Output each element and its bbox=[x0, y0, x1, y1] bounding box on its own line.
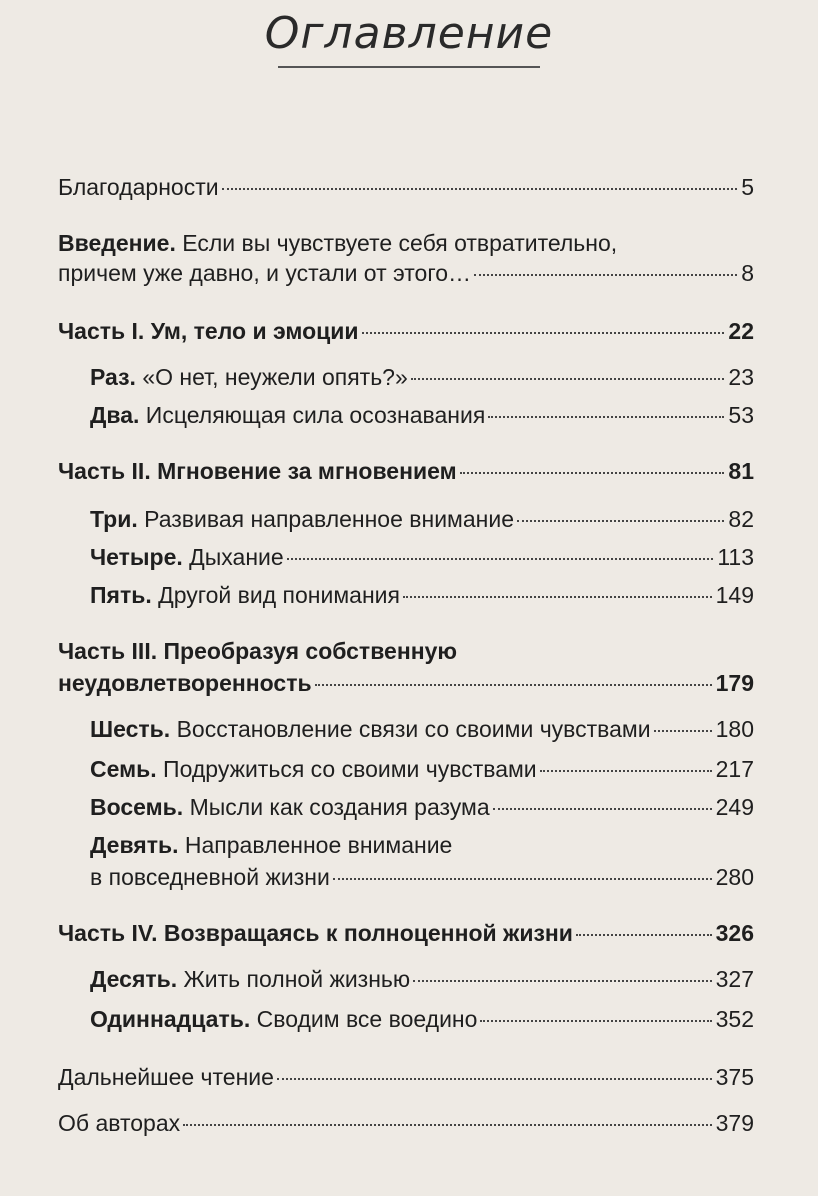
toc-page-number: 5 bbox=[741, 174, 754, 200]
toc-page-number: 326 bbox=[715, 920, 754, 946]
dot-leader bbox=[474, 274, 737, 276]
toc-chapter-title: Другой вид понимания bbox=[151, 582, 400, 608]
toc-entry-acknowledgements[interactable] bbox=[58, 172, 754, 202]
toc-page-number: 249 bbox=[715, 794, 754, 820]
toc-page-number: 82 bbox=[728, 506, 754, 532]
toc-chapter-8[interactable] bbox=[90, 792, 754, 822]
toc-page-number: 149 bbox=[715, 582, 754, 608]
dot-leader bbox=[277, 1078, 712, 1080]
toc-page-number: 375 bbox=[715, 1064, 754, 1090]
dot-leader bbox=[540, 770, 712, 772]
toc-part-3-line1[interactable]: Часть III. Преобразуя собственную bbox=[58, 638, 458, 664]
toc-chapter-title: Направленное внимание bbox=[178, 832, 453, 858]
toc-chapter-10[interactable] bbox=[90, 964, 754, 994]
toc-chapter-7[interactable] bbox=[90, 754, 754, 784]
toc-part-label: Часть IV. Возвращаясь к полноценной жизни bbox=[58, 920, 573, 946]
toc-page-number: 179 bbox=[715, 670, 754, 696]
toc-chapter-title: Восстановление связи со своими чувствами bbox=[170, 716, 651, 742]
toc-part-label: неудовлетворенность bbox=[58, 670, 312, 696]
toc-entry-title-cont: причем уже давно, и устали от этого… bbox=[58, 260, 471, 286]
toc-part-3[interactable] bbox=[58, 668, 754, 698]
dot-leader bbox=[222, 188, 738, 190]
toc-entry-prefix: Введение. bbox=[58, 230, 176, 256]
toc-chapter-prefix: Шесть. bbox=[90, 716, 171, 742]
toc-page-number: 53 bbox=[728, 402, 754, 428]
toc-chapter-11[interactable] bbox=[90, 1004, 754, 1034]
toc-chapter-title: «О нет, неужели опять?» bbox=[135, 364, 408, 390]
toc-part-2[interactable] bbox=[58, 456, 754, 486]
toc-chapter-prefix: Три. bbox=[90, 506, 138, 532]
dot-leader bbox=[517, 520, 724, 522]
toc-part-label: Часть I. Ум, тело и эмоции bbox=[58, 318, 359, 344]
dot-leader bbox=[488, 416, 724, 418]
toc-chapter-prefix: Пять. bbox=[90, 582, 152, 608]
toc-chapter-9-line1[interactable] bbox=[90, 830, 452, 860]
toc-entry-label: Дальнейшее чтение bbox=[58, 1064, 274, 1090]
toc-page-number: 379 bbox=[715, 1110, 754, 1136]
toc-part-4[interactable] bbox=[58, 918, 754, 948]
dot-leader bbox=[480, 1020, 711, 1022]
toc-chapter-title: Дыхание bbox=[182, 544, 284, 570]
title-underline bbox=[278, 66, 540, 68]
toc-page-number: 23 bbox=[728, 364, 754, 390]
toc-entry-label: Благодарности bbox=[58, 174, 219, 200]
toc-chapter-prefix: Восемь. bbox=[90, 794, 184, 820]
page-title: Оглавление bbox=[264, 8, 554, 59]
toc-entry-title: Если вы чувствуете себя отвратительно, bbox=[175, 230, 618, 256]
toc-chapter-5[interactable] bbox=[90, 580, 754, 610]
toc-page-number: 352 bbox=[715, 1006, 754, 1032]
toc-chapter-3[interactable] bbox=[90, 504, 754, 534]
toc-chapter-9[interactable] bbox=[90, 862, 754, 892]
toc-entry-intro[interactable] bbox=[58, 258, 754, 288]
dot-leader bbox=[493, 808, 712, 810]
toc-chapter-1[interactable] bbox=[90, 362, 754, 392]
dot-leader bbox=[654, 730, 712, 732]
toc-chapter-title-cont: в повседневной жизни bbox=[90, 864, 330, 890]
toc-page-number: 81 bbox=[728, 458, 754, 484]
toc-chapter-title: Исцеляющая сила осознавания bbox=[139, 402, 486, 428]
toc-part-1[interactable] bbox=[58, 316, 754, 346]
toc-chapter-title: Мысли как создания разума bbox=[183, 794, 490, 820]
toc-page-number: 217 bbox=[715, 756, 754, 782]
dot-leader bbox=[362, 332, 725, 334]
toc-entry-intro-line1[interactable] bbox=[58, 228, 617, 258]
toc-chapter-6[interactable] bbox=[90, 714, 754, 744]
toc-chapter-prefix: Два. bbox=[90, 402, 140, 428]
toc-chapter-title: Сводим все воедино bbox=[250, 1006, 478, 1032]
dot-leader bbox=[411, 378, 725, 380]
toc-chapter-prefix: Девять. bbox=[90, 832, 179, 858]
toc-entry-label: Об авторах bbox=[58, 1110, 181, 1136]
toc-chapter-prefix: Одиннадцать. bbox=[90, 1006, 251, 1032]
toc-page-number: 180 bbox=[715, 716, 754, 742]
dot-leader bbox=[287, 558, 714, 560]
toc-chapter-prefix: Десять. bbox=[90, 966, 178, 992]
toc-part-label: Часть II. Мгновение за мгновением bbox=[58, 458, 457, 484]
toc-chapter-4[interactable] bbox=[90, 542, 754, 572]
dot-leader bbox=[576, 934, 712, 936]
dot-leader bbox=[403, 596, 712, 598]
toc-page-number: 8 bbox=[741, 260, 754, 286]
dot-leader bbox=[460, 472, 725, 474]
toc-page-number: 327 bbox=[715, 966, 754, 992]
toc-chapter-prefix: Раз. bbox=[90, 364, 136, 390]
toc-chapter-prefix: Четыре. bbox=[90, 544, 183, 570]
dot-leader bbox=[333, 878, 712, 880]
dot-leader bbox=[413, 980, 711, 982]
toc-entry-further-reading[interactable] bbox=[58, 1062, 754, 1092]
toc-chapter-title: Жить полной жизнью bbox=[177, 966, 411, 992]
toc-page-number: 113 bbox=[717, 544, 754, 570]
toc-page-number: 22 bbox=[728, 318, 754, 344]
toc-chapter-title: Развивая направленное внимание bbox=[137, 506, 514, 532]
dot-leader bbox=[183, 1124, 712, 1126]
toc-chapter-2[interactable] bbox=[90, 400, 754, 430]
toc-entry-about-authors[interactable] bbox=[58, 1108, 754, 1138]
dot-leader bbox=[315, 684, 712, 686]
toc-page-number: 280 bbox=[715, 864, 754, 890]
toc-chapter-prefix: Семь. bbox=[90, 756, 157, 782]
toc-chapter-title: Подружиться со своими чувствами bbox=[156, 756, 537, 782]
